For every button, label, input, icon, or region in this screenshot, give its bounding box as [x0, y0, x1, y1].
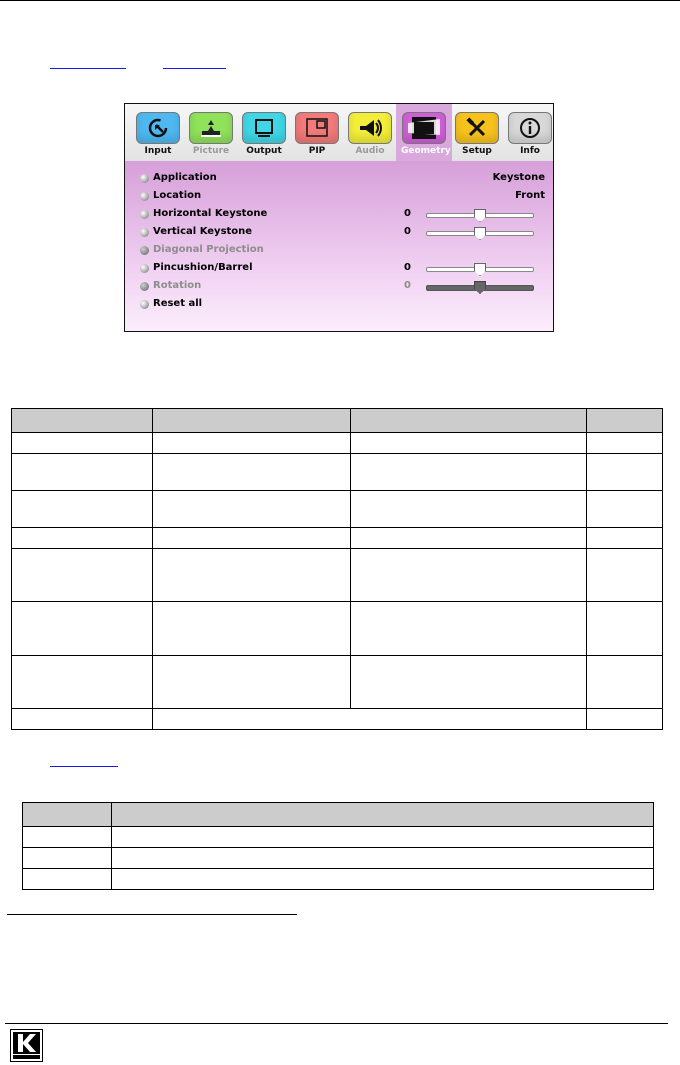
table-row [12, 491, 663, 528]
menu-item-location[interactable] [140, 189, 545, 205]
info-icon [508, 112, 552, 144]
monitor-icon [242, 112, 286, 144]
menu-item-rotation [140, 279, 545, 295]
table-header-cell [111, 803, 653, 827]
bullet-icon [140, 246, 149, 255]
table-row [12, 709, 663, 730]
page-top-rule [0, 0, 680, 1]
table-header-cell [12, 409, 153, 433]
slider-knob[interactable] [474, 227, 486, 240]
menu-icon-bar [125, 104, 553, 161]
bullet-icon [140, 210, 149, 219]
menu-item-application[interactable] [140, 171, 545, 187]
table-row [12, 454, 663, 491]
table-row [23, 827, 654, 848]
kramer-logo-icon [10, 1029, 43, 1062]
options-table [22, 802, 654, 890]
tools-icon [455, 112, 499, 144]
bullet-icon [140, 174, 149, 183]
table-row [12, 433, 663, 454]
tab-label: Info [520, 146, 540, 156]
slider-knob [474, 281, 486, 294]
slider-knob[interactable] [474, 209, 486, 222]
tab-label: Geometry [401, 146, 451, 156]
menu-item-label: Pincushion/Barrel [153, 262, 253, 273]
tab-info[interactable] [507, 112, 553, 156]
picture-icon [189, 112, 233, 144]
slider-value: 0 [404, 262, 411, 273]
table-row [23, 869, 654, 890]
tab-label: PIP [308, 146, 326, 156]
tab-label: Output [246, 146, 282, 156]
tab-pip[interactable] [294, 112, 340, 156]
bullet-icon [140, 228, 149, 237]
menu-item-label: Location [153, 190, 202, 201]
slider-value: 0 [404, 208, 411, 219]
speaker-icon [348, 112, 392, 144]
table-header-cell [23, 803, 112, 827]
tab-input[interactable] [135, 112, 181, 156]
tab-label: Audio [355, 146, 385, 156]
table-header-row [12, 409, 663, 433]
menu-item-value: Front [515, 190, 545, 201]
menu-item-vertical-keystone[interactable] [140, 225, 545, 241]
menu-item-value: Keystone [492, 172, 545, 183]
menu-item-reset-all[interactable] [140, 297, 545, 313]
menu-item-horizontal-keystone[interactable] [140, 207, 545, 223]
table-row [12, 528, 663, 549]
bullet-icon [140, 282, 149, 291]
adjustment-slider[interactable] [426, 213, 534, 218]
table-row [12, 656, 663, 709]
bullet-icon [140, 264, 149, 273]
menu-item-label: Reset all [153, 298, 203, 309]
geometry-icon [402, 112, 446, 144]
geometry-settings-panel [125, 161, 553, 331]
menu-item-label: Application [153, 172, 217, 183]
cursor-icon [136, 112, 180, 144]
slider-value: 0 [404, 226, 411, 237]
cross-reference-link[interactable] [50, 753, 118, 767]
tab-picture[interactable] [188, 112, 234, 156]
tab-audio[interactable] [347, 112, 393, 156]
cross-reference-link[interactable] [50, 55, 126, 69]
table-header-cell [152, 409, 351, 433]
table-header-cell [587, 409, 663, 433]
menu-item-pincushion-barrel[interactable] [140, 261, 545, 277]
tab-label: Picture [192, 146, 230, 156]
tab-label: Setup [462, 146, 492, 156]
tab-setup[interactable] [454, 112, 500, 156]
table-row [23, 848, 654, 869]
footnote-separator [7, 914, 297, 915]
tab-label: Input [144, 146, 172, 156]
tab-output[interactable] [241, 112, 287, 156]
bullet-icon [140, 192, 149, 201]
menu-item-label: Horizontal Keystone [153, 208, 268, 219]
menu-item-diagonal-projection [140, 243, 545, 259]
pip-icon [295, 112, 339, 144]
menu-item-label: Rotation [153, 280, 202, 291]
footer-rule [5, 1023, 668, 1024]
table-row [12, 549, 663, 602]
menu-item-label: Vertical Keystone [153, 226, 253, 237]
menu-item-label: Diagonal Projection [153, 244, 264, 255]
table-header-cell [351, 409, 587, 433]
slider-value: 0 [404, 280, 411, 291]
cross-reference-link[interactable] [163, 55, 226, 69]
bullet-icon [140, 300, 149, 309]
geometry-menu-screenshot [124, 103, 554, 332]
table-header-row [23, 803, 654, 827]
table-row [12, 602, 663, 656]
adjustment-slider [426, 285, 534, 291]
slider-knob[interactable] [474, 263, 486, 276]
adjustment-slider[interactable] [426, 231, 534, 236]
geometry-parameters-table [11, 408, 663, 730]
tab-geometry[interactable] [401, 112, 451, 156]
adjustment-slider[interactable] [426, 267, 534, 272]
